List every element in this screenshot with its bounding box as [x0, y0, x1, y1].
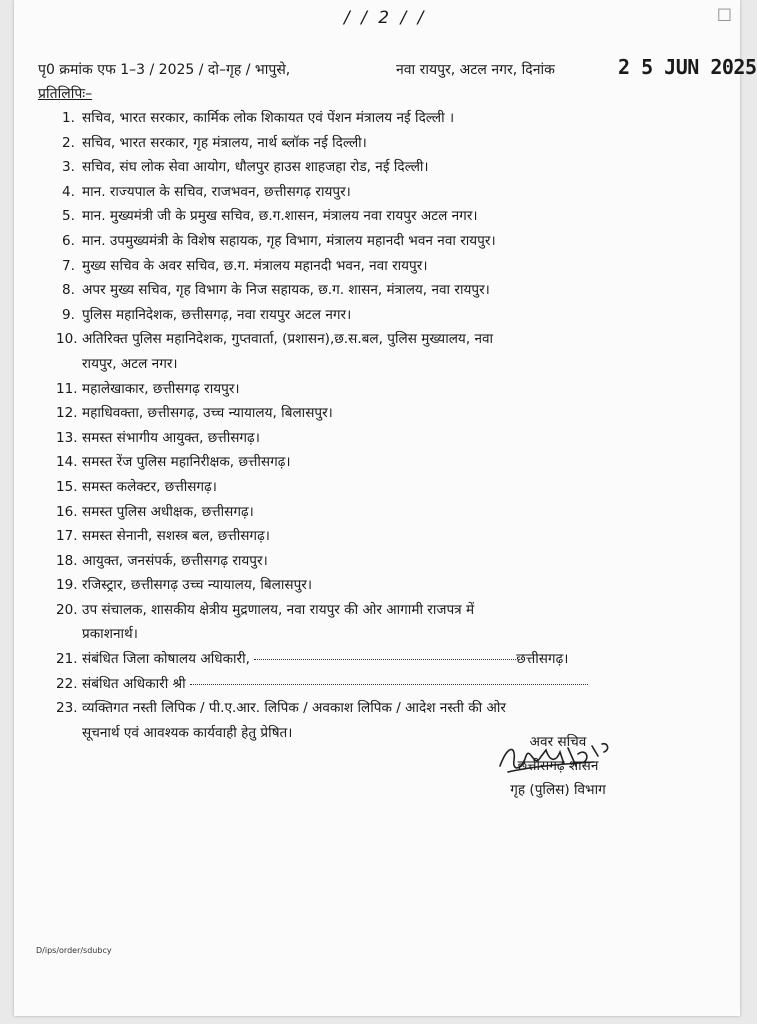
item-number: 13.: [56, 429, 78, 446]
item-text: सचिव, भारत सरकार, गृह मंत्रालय, नार्थ ब्लॉक नई दिल्ली।: [82, 134, 367, 151]
list-item: [56, 327, 682, 376]
signatory-government: छत्तीसगढ़ शासन: [517, 758, 599, 774]
item-number: 14.: [56, 454, 78, 471]
item-text: समस्त संभागीय आयुक्त, छत्तीसगढ़।: [82, 429, 260, 446]
item-text: संबंधित जिला कोषालय अधिकारी,: [82, 651, 250, 668]
list-item: [56, 672, 682, 697]
list-item: [62, 180, 682, 205]
list-item: [62, 204, 682, 229]
item-text: सचिव, भारत सरकार, कार्मिक लोक शिकायत एवं पेंशन मंत्रालय नई दिल्ली ।: [82, 110, 455, 126]
item-text: अपर मुख्य सचिव, गृह विभाग के निज सहायक, छ.ग. शासन, मंत्रालय, नवा रायपुर।: [82, 282, 490, 299]
signatory-designation: अवर सचिव: [529, 734, 587, 750]
list-item: [56, 426, 682, 451]
item-text: महाधिवक्ता, छत्तीसगढ़, उच्च न्यायालय, बिलासपुर।: [82, 405, 333, 422]
item-text: व्यक्तिगत नस्ती लिपिक / पी.ए.आर. लिपिक / अवकाश लिपिक / आदेश नस्ती की ओर: [82, 700, 506, 717]
item-number: 17.: [56, 528, 78, 545]
item-text: समस्त सेनानी, सशस्त्र बल, छत्तीसगढ़।: [82, 528, 270, 545]
date-stamp: 2 5 JUN 2025: [618, 55, 757, 79]
item-continuation: सूचनार्थ एवं आवश्यक कार्यवाही हेतु प्रेषित।: [82, 724, 293, 741]
list-item: [56, 401, 682, 426]
item-number: 4.: [62, 183, 75, 200]
item-text: समस्त रेंज पुलिस महानिरीक्षक, छत्तीसगढ़।: [82, 454, 291, 471]
list-item: [56, 647, 682, 672]
file-path-footer: D/ips/order/sdubcy: [36, 946, 112, 955]
item-number: 7.: [62, 257, 75, 274]
copy-to-heading: प्रतिलिपिः–: [38, 86, 93, 102]
list-item: [56, 598, 682, 647]
item-number: 9.: [62, 306, 75, 323]
place-and-date-label: नवा रायपुर, अटल नगर, दिनांक: [396, 62, 555, 78]
list-item: [56, 500, 682, 525]
list-item: [56, 524, 682, 549]
list-item: [56, 549, 682, 574]
item-number: 19.: [56, 577, 78, 594]
item-number: 23.: [56, 700, 78, 717]
item-text: समस्त पुलिस अधीक्षक, छत्तीसगढ़।: [82, 503, 254, 520]
item-number: 16.: [56, 503, 78, 520]
item-text: महालेखाकार, छत्तीसगढ़ रायपुर।: [82, 380, 240, 397]
list-item: [62, 278, 682, 303]
corner-mark: □: [716, 4, 732, 23]
item-number: 15.: [56, 478, 78, 495]
signatory-block: [458, 730, 658, 802]
list-item: [56, 475, 682, 500]
item-number: 6.: [62, 232, 75, 249]
list-item: [56, 450, 682, 475]
item-number: 12.: [56, 405, 78, 422]
list-item: [56, 377, 682, 402]
item-text: पुलिस महानिदेशक, छत्तीसगढ़, नवा रायपुर अटल नगर।: [82, 306, 352, 323]
item-number: 5.: [62, 208, 75, 225]
item-suffix: छत्तीसगढ़।: [516, 651, 569, 668]
item-text: मान. मुख्यमंत्री जी के प्रमुख सचिव, छ.ग.शासन, मंत्रालय नवा रायपुर अटल नगर।: [82, 208, 478, 225]
item-number: 21.: [56, 651, 78, 668]
signatory-department: गृह (पुलिस) विभाग: [510, 782, 606, 798]
item-number: 3.: [62, 159, 75, 176]
item-number: 10.: [56, 331, 78, 348]
blank-dotted-line: [190, 684, 588, 685]
item-number: 1.: [62, 110, 75, 126]
list-item: [62, 131, 682, 156]
reference-number: पृ0 क्रमांक एफ 1–3 / 2025 / दो–गृह / भापुसे,: [38, 62, 291, 78]
item-number: 2.: [62, 134, 75, 151]
list-item: [62, 254, 682, 279]
item-text: उप संचालक, शासकीय क्षेत्रीय मुद्रणालय, नवा रायपुर की ओर आगामी राजपत्र में: [82, 601, 475, 618]
item-text: संबंधित अधिकारी श्री: [82, 675, 186, 692]
item-continuation: रायपुर, अटल नगर।: [82, 355, 178, 372]
item-number: 20.: [56, 601, 78, 618]
item-text: अतिरिक्त पुलिस महानिदेशक, गुप्तवार्ता, (प्रशासन),छ.स.बल, पुलिस मुख्यालय, नवा: [82, 331, 494, 348]
item-number: 22.: [56, 675, 78, 692]
distribution-list: [56, 106, 682, 745]
item-text: समस्त कलेक्टर, छत्तीसगढ़।: [82, 478, 217, 495]
item-number: 18.: [56, 552, 78, 569]
list-item: [62, 303, 682, 328]
document-page: [14, 0, 757, 1016]
page-number: / / 2 / /: [344, 8, 427, 28]
item-text: मान. राज्यपाल के सचिव, राजभवन, छत्तीसगढ़ रायपुर।: [82, 183, 351, 200]
list-item: [62, 229, 682, 254]
item-text: मुख्य सचिव के अवर सचिव, छ.ग. मंत्रालय महानदी भवन, नवा रायपुर।: [82, 257, 428, 274]
list-item: [56, 573, 682, 598]
blank-dotted-line: [254, 659, 516, 660]
item-text: आयुक्त, जनसंपर्क, छत्तीसगढ़ रायपुर।: [82, 552, 268, 569]
item-number: 11.: [56, 380, 78, 397]
item-continuation: प्रकाशनार्थ।: [82, 626, 138, 643]
item-number: 8.: [62, 282, 75, 299]
item-text: रजिस्ट्रार, छत्तीसगढ़ उच्च न्यायालय, बिलासपुर।: [82, 577, 313, 594]
item-text: सचिव, संघ लोक सेवा आयोग, धौलपुर हाउस शाहजहा रोड, नई दिल्ली।: [82, 159, 429, 176]
item-text: मान. उपमुख्यमंत्री के विशेष सहायक, गृह विभाग, मंत्रालय महानदी भवन नवा रायपुर।: [82, 232, 496, 249]
list-item: [62, 106, 682, 131]
list-item: [62, 155, 682, 180]
